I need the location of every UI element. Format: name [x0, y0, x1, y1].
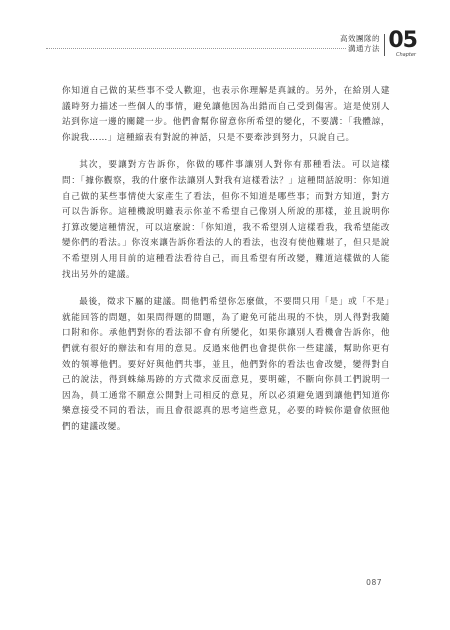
- running-header: [0, 28, 450, 68]
- paragraph-3: 最後，徵求下屬的建議。問他們希望你怎麼做，不要問只用「是」或「不是」就能回答的問題，如果問得題的問題，為了避免可能出現的不快，別人得對我隨口附和你。承他們對你的看法卻不會有所變化，如果你讓別人看機會告訴你，他們就有很好的辦法和有用的意見。反過來他們也會提供你一些建議，幫助你更有效的領導他們。要好好與他們共事，並且，他們對你的看法也會改變，變得對自己的說法，得到蛛絲馬跡的方式徵求反面意見，要明確，不斷向你員工們說明一因為，員工通常不願意公開對上司相反的意見，所以必須避免遇到讓他們知道你樂意接受不同的看法，而且會很認真的思考這些意見，必要的時候你還會依照他們的建議改變。: [62, 297, 390, 432]
- header-title-line-1: 高效團隊的: [340, 34, 380, 43]
- body-text: [62, 84, 390, 447]
- header-title-line-2: 溝通方法: [348, 44, 380, 53]
- chapter-word: Chapter: [396, 52, 416, 58]
- header-dotted-rule: [46, 48, 346, 49]
- page-number: 087: [366, 578, 382, 587]
- header-divider: [384, 34, 385, 56]
- chapter-number: 05: [388, 28, 417, 53]
- header-section-title: [340, 34, 380, 54]
- paragraph-1: 你知道自己做的某些事不受人歡迎，也表示你理解是真誠的。另外，在給別人建議時努力描述一些個人的事情，避免讓他因為出錯而自己受到傷害。這是使別人站到你這一邊的關鍵一步。他們會幫你留意你所希望的變化，不要講：「我體諒，你說我……」這種縮表有對說的神話，只是不要牽涉到努力，只說自己。: [62, 86, 390, 143]
- paragraph-2: 其次，要讓對方告訴你，你做的哪件事讓別人對你有那種看法。可以這樣問：「據你觀察，我的什麼作法讓別人對我有這樣看法？」這種問話說明：你知道自己做的某些事情使大家產生了看法，但你不知道是哪些事；而對方知道，對方可以告訴你。這種機說明雖表示你並不希望自己像別人所說的那樣，並且說明你打算改變這種情況，可以這麼說：「你知道，我不希望別人這樣看我，我希望能改變你們的看法。」你沒來讓告訴你看法的人的看法，也沒有使他難堪了，但只是說不希望別人用目前的這種看法看待自己，而且希望有所改變，難道這樣做的人能找出另外的建議。: [62, 160, 390, 280]
